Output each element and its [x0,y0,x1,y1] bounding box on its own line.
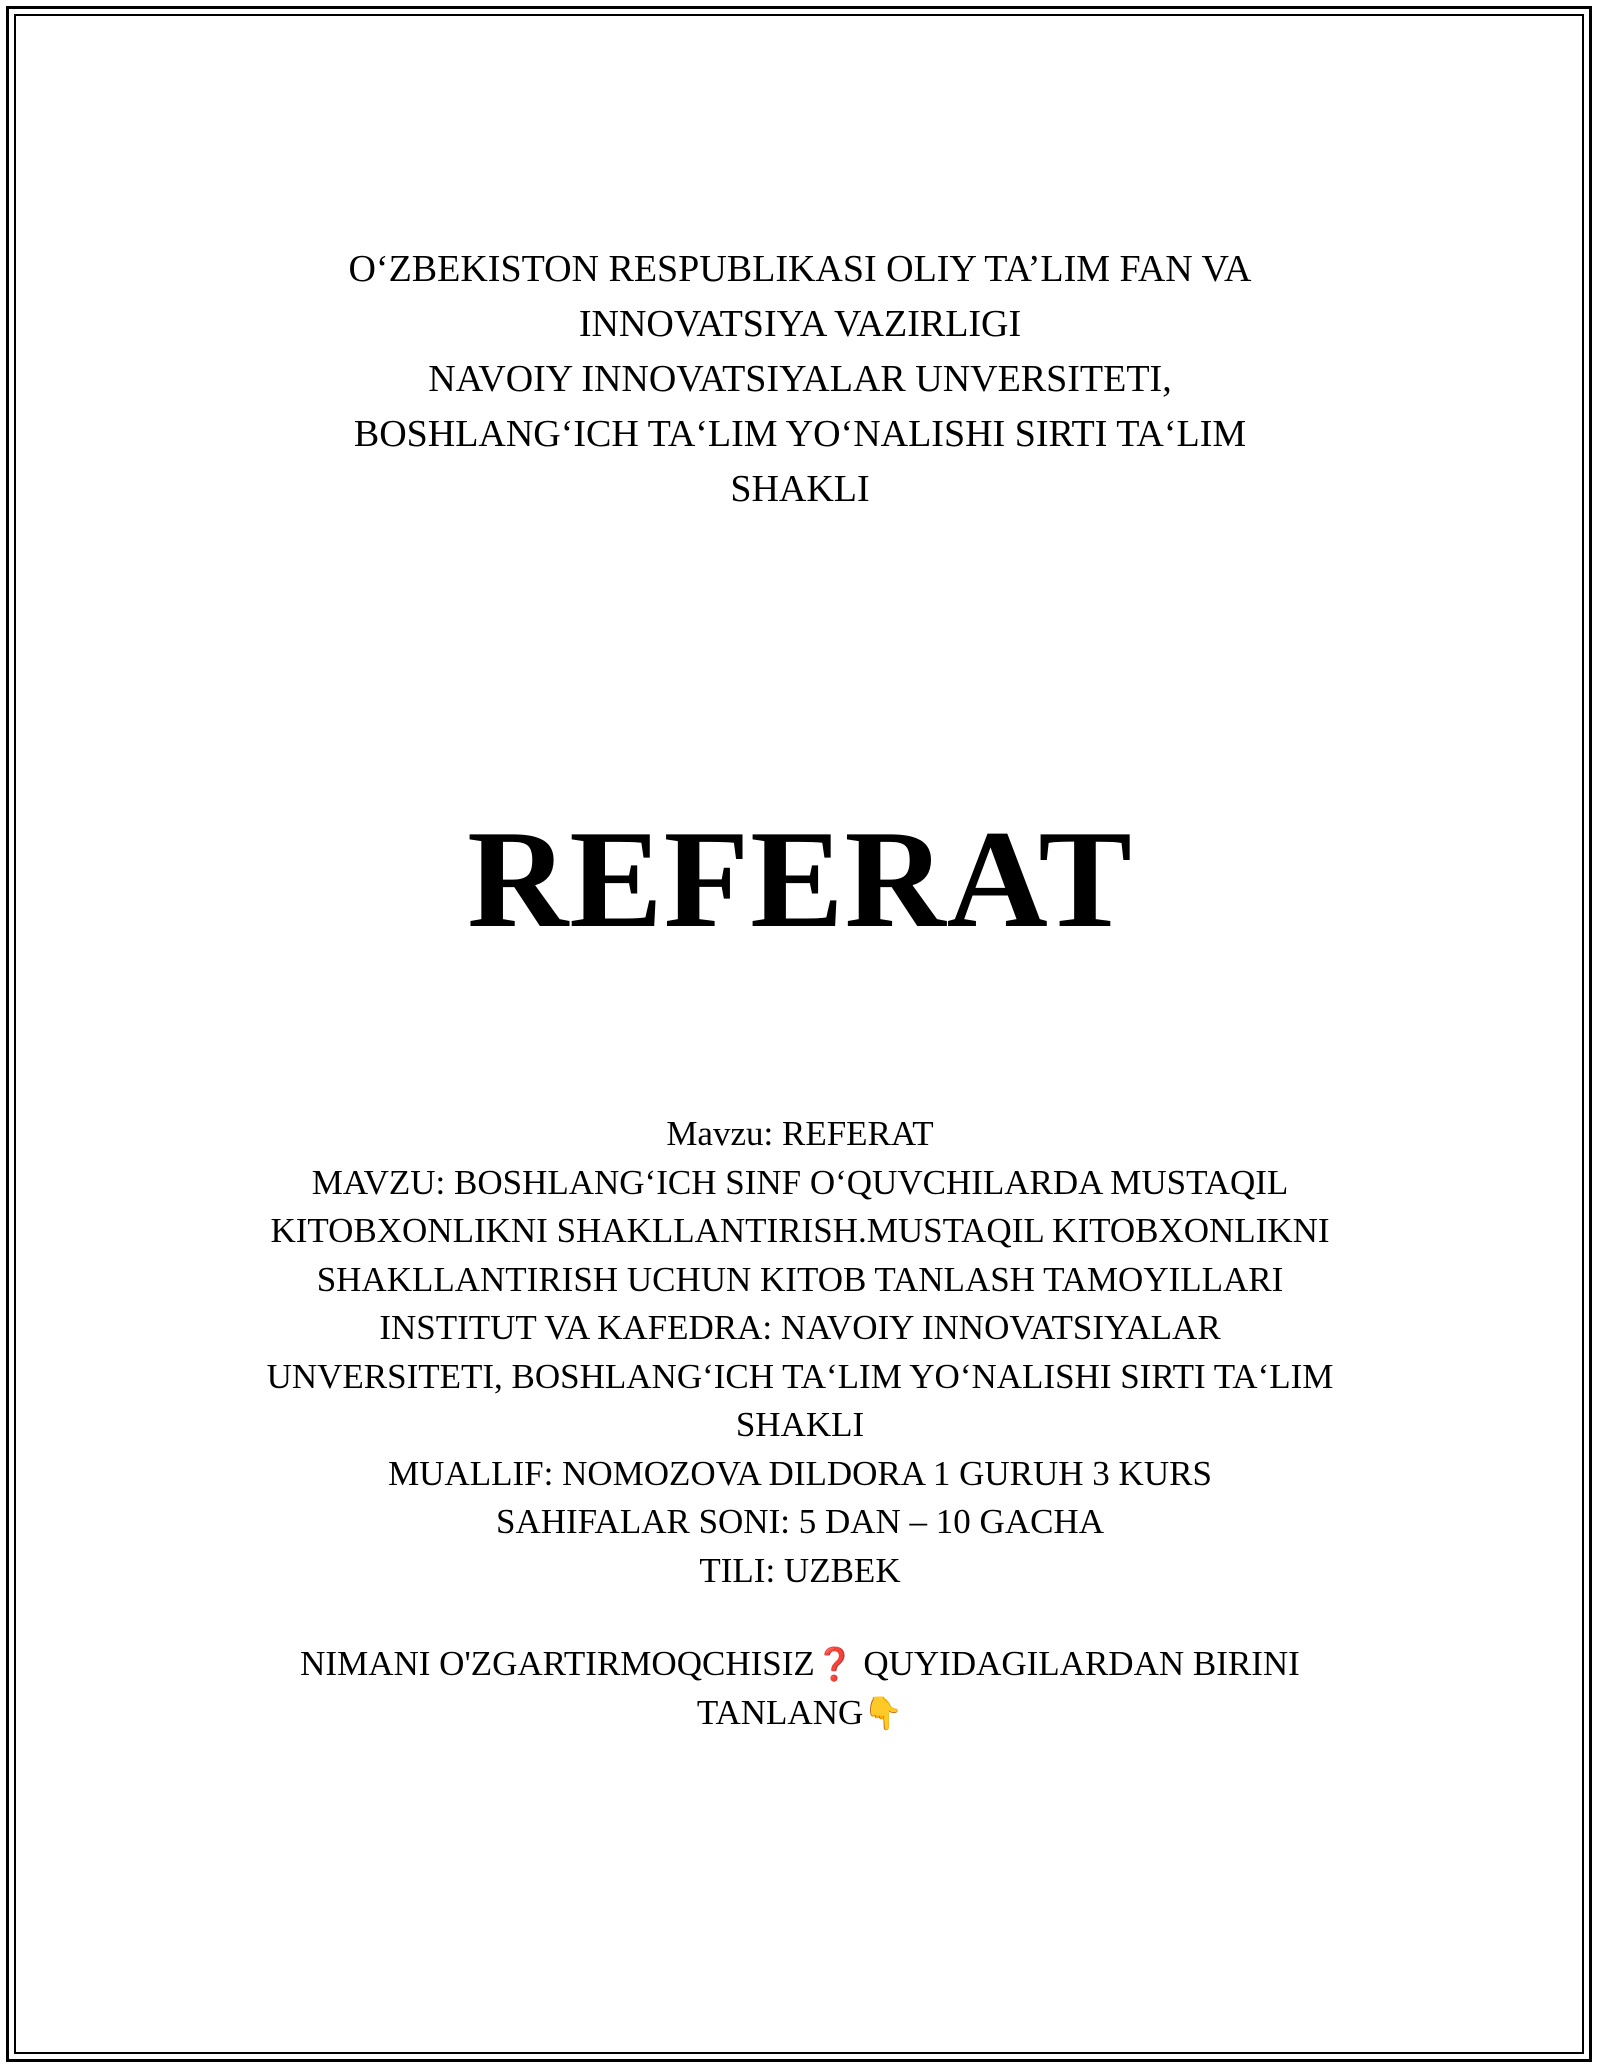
pointing-down-hand-icon: 👇 [863,1693,904,1732]
header-line: SHAKLI [730,468,870,510]
document-title: REFERAT [467,802,1133,957]
header-line: NAVOIY INNOVATSIYALAR UNVERSITETI, [428,358,1172,400]
question-mark-icon: ❓ [814,1645,855,1683]
header-line: BOSHLANG‘ICH TA‘LIM YO‘NALISHI SIRTI TA‘LIM [353,413,1247,455]
prompt-line-2 [150,1689,1450,1738]
info-line: UNVERSITETI, BOSHLANG‘ICH TA‘LIM YO‘NALISHI SIRTI TA‘LIM [266,1356,1334,1396]
info-line: Mavzu: REFERAT [666,1114,934,1153]
info-line: TILI: UZBEK [699,1550,901,1590]
info-line: MAVZU: BOSHLANG‘ICH SINF O‘QUVCHILARDA MUSTAQIL [311,1162,1289,1202]
info-line: KITOBXONLIKNI SHAKLLANTIRISH.MUSTAQIL KITOBXONLIKNI [270,1211,1330,1250]
header-line: O‘ZBEKISTON RESPUBLIKASI OLIY TA’LIM FAN VA [348,248,1252,290]
prompt-text-1: NIMANI O'ZGARTIRMOQCHISIZ [300,1644,815,1683]
prompt-line-1 [150,1640,1450,1689]
document-info [150,1110,1450,1595]
info-line: SHAKLI [735,1405,865,1444]
prompt-text-2: QUYIDAGILARDAN BIRINI [854,1644,1300,1683]
info-line: MUALLIF: NOMOZOVA DILDORA 1 GURUH 3 KURS [388,1453,1212,1493]
institution-header [200,242,1400,517]
info-line: SAHIFALAR SONI: 5 DAN – 10 GACHA [496,1502,1104,1541]
prompt-text-3: TANLANG [696,1692,864,1732]
info-line: SHAKLLANTIRISH UCHUN KITOB TANLASH TAMOYILLARI [316,1259,1284,1299]
info-line: INSTITUT VA KAFEDRA: NAVOIY INNOVATSIYALAR [379,1308,1221,1347]
choice-prompt [150,1640,1450,1737]
header-line: INNOVATSIYA VAZIRLIGI [578,303,1022,345]
